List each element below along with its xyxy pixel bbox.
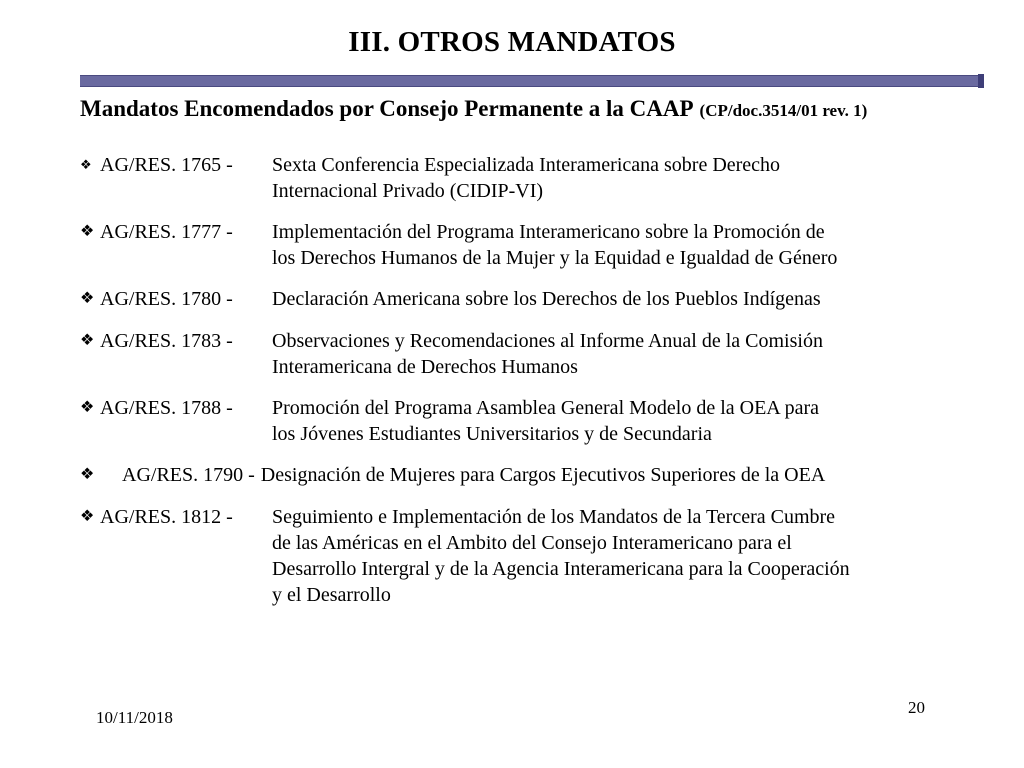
resolution-description: Seguimiento e Implementación de los Mandatos de la Tercera Cumbre de las Américas en el Ambito del Consejo Interamericano para el Desarrollo Intergral y de la Agencia Interamericana para la Cooperación y el Desarrollo [272, 506, 850, 606]
diamond-bullet-icon: ❖ [80, 223, 95, 240]
diamond-bullet-icon: ❖ [80, 290, 95, 307]
resolution-code: AG/RES. 1765 - [100, 154, 233, 176]
resolution-item [80, 462, 960, 488]
diamond-bullet-icon: ❖ [80, 399, 95, 416]
resolution-list [80, 152, 960, 623]
footer-date: 10/11/2018 [96, 708, 173, 727]
resolution-description: Declaración Americana sobre los Derechos de los Pueblos Indígenas [272, 288, 821, 310]
resolution-code: AG/RES. 1777 - [100, 221, 233, 243]
title-divider-bar [80, 75, 984, 87]
subtitle-doc-reference: (CP/doc.3514/01 rev. 1) [699, 101, 868, 120]
resolution-item [80, 395, 960, 447]
title-divider-end-cap [978, 74, 984, 88]
resolution-description: Observaciones y Recomendaciones al Informe Anual de la Comisión Interamericana de Derechos Humanos [272, 330, 823, 378]
resolution-description: Promoción del Programa Asamblea General Modelo de la OEA para los Jóvenes Estudiantes Universitarios y de Secundaria [272, 397, 820, 445]
resolution-code: AG/RES. 1790 - [122, 464, 255, 486]
resolution-code: AG/RES. 1783 - [100, 330, 233, 352]
diamond-bullet-icon: ❖ [80, 466, 95, 483]
resolution-code: AG/RES. 1788 - [100, 397, 233, 419]
slide-title: III. OTROS MANDATOS [348, 26, 676, 58]
resolution-item [80, 152, 960, 204]
diamond-bullet-icon: ❖ [80, 508, 95, 525]
section-subtitle [80, 96, 867, 122]
resolution-description: Designación de Mujeres para Cargos Ejecutivos Superiores de la OEA [260, 464, 826, 486]
resolution-item [80, 286, 960, 312]
resolution-item [80, 504, 960, 608]
page-number: 20 [908, 698, 925, 717]
resolution-code: AG/RES. 1812 - [100, 506, 233, 528]
resolution-code: AG/RES. 1780 - [100, 288, 233, 310]
resolution-item [80, 328, 960, 380]
resolution-description: Sexta Conferencia Especializada Interamericana sobre Derecho Internacional Privado (CIDIP-VI) [272, 154, 781, 202]
diamond-bullet-icon: ❖ [80, 332, 95, 349]
diamond-bullet-icon: ❖ [80, 157, 92, 172]
resolution-description: Implementación del Programa Interamericano sobre la Promoción de los Derechos Humanos de la Mujer y la Equidad e Igualdad de Género [272, 221, 838, 269]
subtitle-main: Mandatos Encomendados por Consejo Permanente a la CAAP [80, 96, 694, 121]
resolution-item [80, 219, 960, 271]
